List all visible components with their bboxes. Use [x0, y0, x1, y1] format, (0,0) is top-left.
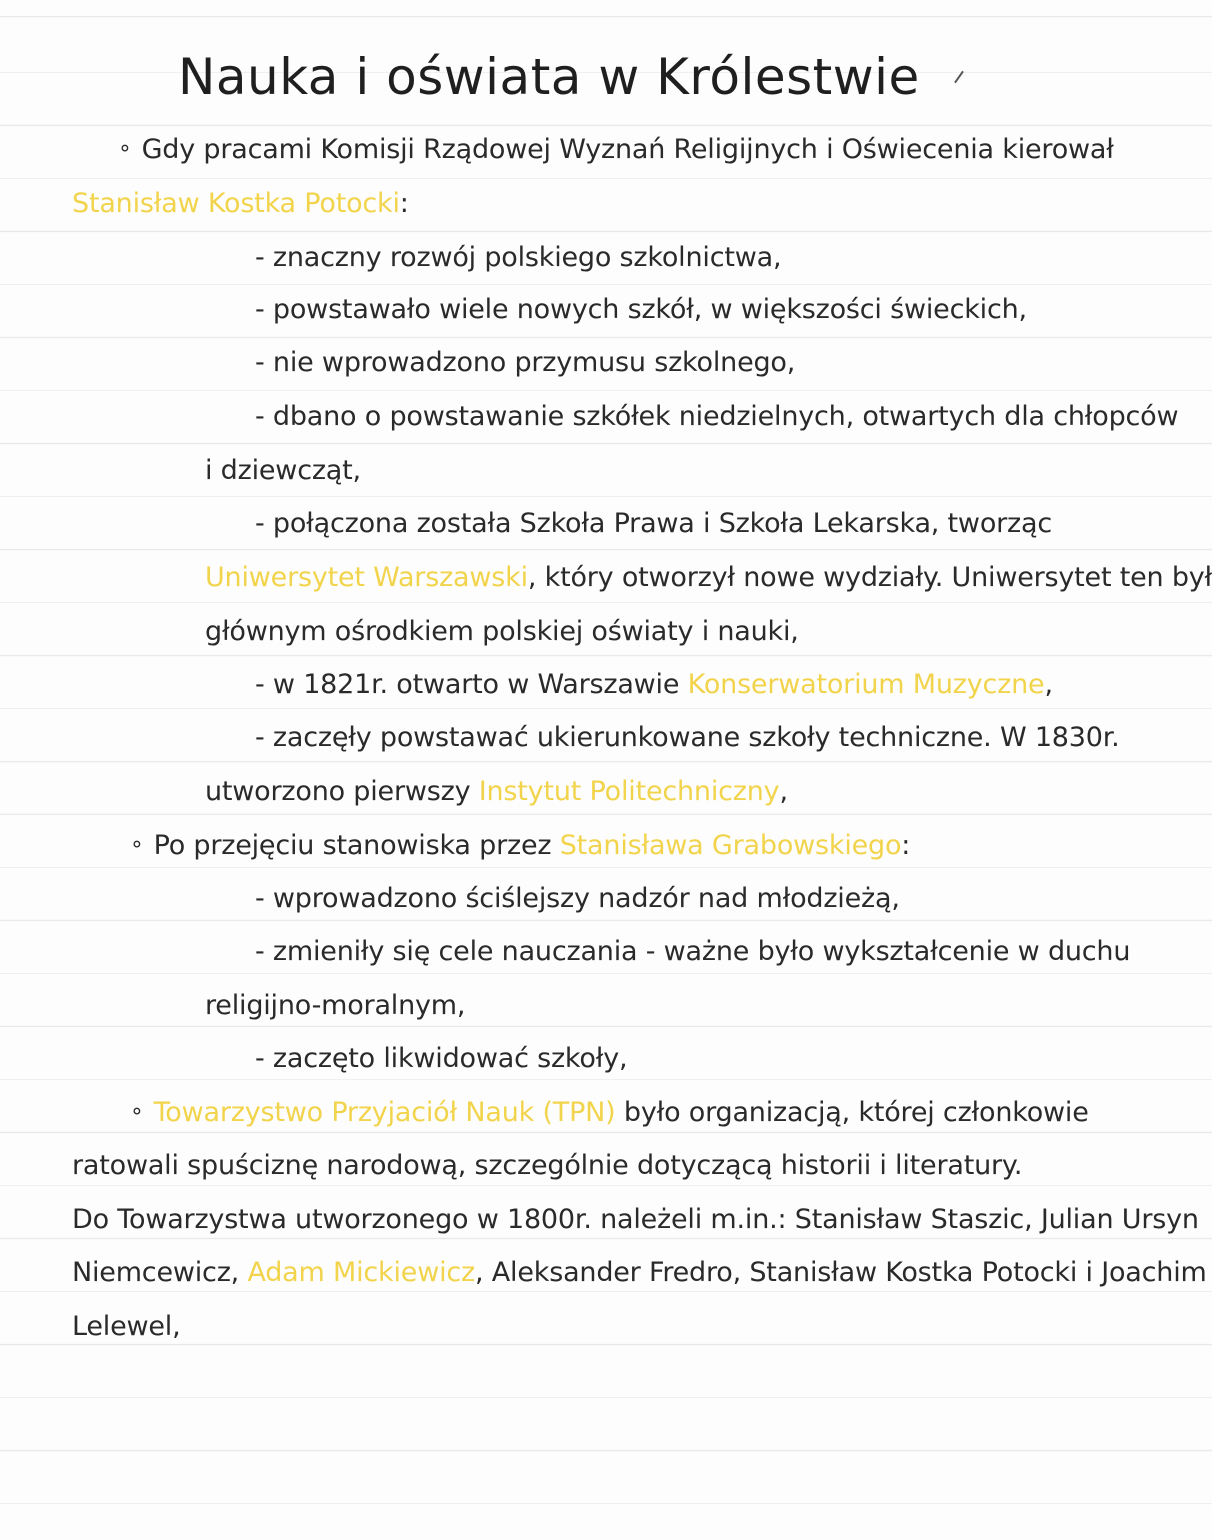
list-item: - dbano o powstawanie szkółek niedzielnych, otwartych dla chłopców [255, 401, 1179, 432]
line4-pre: Niemcewicz, [72, 1257, 240, 1288]
bullet-icon: ∘ [130, 832, 144, 857]
section1-name-line [72, 188, 409, 219]
section2-pre: Po przejęciu stanowiska przez [153, 830, 552, 861]
pen-mark [954, 71, 964, 84]
section3-line4 [72, 1257, 1207, 1288]
bullet-icon: ∘ [118, 136, 132, 161]
highlight-instytut: Instytut Politechniczny [478, 776, 780, 807]
section1-name-suffix: : [399, 188, 409, 219]
section3-rest: było organizacją, której członkowie [623, 1097, 1089, 1128]
list-item: - znaczny rozwój polskiego szkolnictwa, [255, 242, 782, 273]
highlight-konserwatorium: Konserwatorium Muzyczne [687, 669, 1045, 700]
line4-post: , Aleksander Fredro, Stanisław Kostka Potocki i Joachim [475, 1257, 1207, 1288]
uw-line2: głównym ośrodkiem polskiej oświaty i nauki, [205, 616, 799, 647]
list-item: - zaczęto likwidować szkoły, [255, 1043, 628, 1074]
highlight-tpn: Towarzystwo Przyjaciół Nauk [153, 1097, 535, 1128]
list-item-continuation: i dziewcząt, [205, 455, 361, 486]
highlight-tpn-abbr: (TPN) [542, 1097, 616, 1128]
konserw-post: , [1044, 669, 1053, 700]
list-item: - zmieniły się cele nauczania - ważne było wykształcenie w duchu [255, 936, 1131, 967]
inst-pre: utworzono pierwszy [205, 776, 471, 807]
section1-intro [118, 134, 1114, 165]
uw-line [205, 562, 1212, 593]
tech-line: - zaczęły powstawać ukierunkowane szkoły techniczne. W 1830r. [255, 722, 1120, 753]
section3-line2: ratowali spuściznę narodową, szczególnie dotyczącą historii i literatury. [72, 1150, 1023, 1181]
konserwatorium-line [255, 669, 1053, 700]
section2-post: : [901, 830, 911, 861]
uw-rest: , który otworzył nowe wydziały. Uniwersytet ten był [527, 562, 1212, 593]
bullet-icon: ∘ [130, 1099, 144, 1124]
section3-intro [130, 1097, 1089, 1128]
highlight-uw: Uniwersytet Warszawski [205, 562, 528, 593]
list-item: - nie wprowadzono przymusu szkolnego, [255, 347, 796, 378]
section3-line3: Do Towarzystwa utworzonego w 1800r. należeli m.in.: Stanisław Staszic, Julian Ursyn [72, 1204, 1199, 1235]
konserw-pre: - w 1821r. otwarto w Warszawie [255, 669, 680, 700]
list-item: - powstawało wiele nowych szkół, w większości świeckich, [255, 294, 1027, 325]
highlight-mickiewicz: Adam Mickiewicz [247, 1257, 476, 1288]
list-item: - wprowadzono ściślejszy nadzór nad młodzieżą, [255, 883, 900, 914]
list-item: - połączona została Szkoła Prawa i Szkoła Lekarska, tworząc [255, 508, 1053, 539]
instytut-line [205, 776, 788, 807]
section1-line1: Gdy pracami Komisji Rządowej Wyznań Religijnych i Oświecenia kierował [141, 134, 1114, 165]
highlight-grabowski: Stanisława Grabowskiego [559, 830, 902, 861]
page-title: Nauka i oświata w Królestwie [178, 48, 920, 106]
inst-post: , [779, 776, 788, 807]
list-item-continuation: religijno-moralnym, [205, 990, 466, 1021]
highlight-potocki: Stanisław Kostka Potocki [72, 188, 400, 219]
section2-intro [130, 830, 910, 861]
section3-line5: Lelewel, [72, 1311, 181, 1342]
